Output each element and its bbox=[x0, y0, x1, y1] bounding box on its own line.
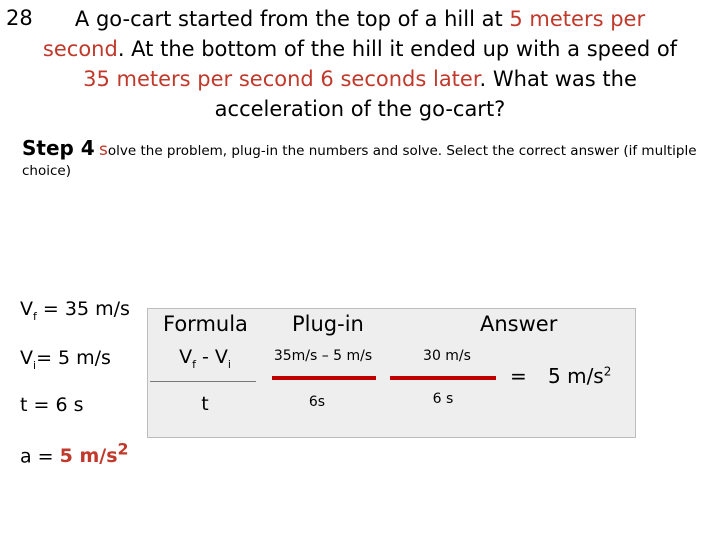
vi-subscript: i bbox=[33, 358, 37, 372]
step-text: olve the problem, plug-in the numbers and solve. Select the correct answer (if multiple choice) bbox=[22, 143, 697, 179]
given-time bbox=[20, 394, 84, 416]
vf-value: = 35 m/s bbox=[42, 298, 130, 320]
given-final-velocity bbox=[20, 298, 130, 323]
answer-header: Answer bbox=[480, 312, 558, 336]
answer-numerator: 30 m/s bbox=[423, 348, 471, 364]
step-first-letter: s bbox=[99, 140, 108, 160]
answer-denominator: 6 s bbox=[432, 391, 454, 407]
plugin-fraction-bar bbox=[272, 376, 376, 380]
step-label: Step 4 bbox=[22, 136, 95, 160]
formula-header: Formula bbox=[163, 312, 248, 336]
equals-sign: = bbox=[510, 364, 527, 388]
answer-fraction-bar bbox=[390, 376, 496, 380]
formula-fraction-line bbox=[150, 381, 256, 382]
formula-numerator bbox=[150, 346, 260, 371]
t-symbol: t = bbox=[20, 394, 50, 416]
formula-vf-sub: f bbox=[192, 357, 196, 371]
vi-value: = 5 m/s bbox=[36, 347, 111, 369]
vf-subscript: f bbox=[33, 309, 37, 323]
a-exponent: 2 bbox=[117, 440, 129, 459]
plugin-numerator: 35m/s – 5 m/s bbox=[273, 348, 373, 364]
a-symbol: a = bbox=[20, 445, 54, 468]
question-highlight: 5 meters per second bbox=[42, 7, 646, 61]
question-text-part: . What was the acceleration of the go-cart? bbox=[214, 67, 637, 121]
a-value: 5 m/s bbox=[59, 445, 118, 468]
plugin-header: Plug-in bbox=[292, 312, 364, 336]
question-text-part: A go-cart started from the top of a hill at bbox=[74, 7, 510, 31]
question-text-part: . At the bottom of the hill it ended up with a speed of bbox=[117, 37, 678, 61]
formula-minus-vi: - V bbox=[195, 346, 228, 368]
question-highlight: 35 meters per second 6 seconds later bbox=[83, 67, 480, 91]
t-value: 6 s bbox=[55, 394, 84, 416]
vf-symbol: V bbox=[20, 298, 33, 320]
formula-denominator: t bbox=[201, 393, 209, 415]
question-number: 28 bbox=[6, 6, 33, 30]
given-initial-velocity bbox=[20, 347, 111, 372]
final-answer-exponent: 2 bbox=[603, 364, 612, 379]
given-acceleration bbox=[20, 440, 129, 467]
plugin-denominator: 6s bbox=[308, 394, 326, 410]
formula-vf: V bbox=[179, 346, 193, 368]
final-answer-value: 5 m/s bbox=[548, 364, 604, 388]
formula-vi-sub: i bbox=[227, 357, 231, 371]
step-instruction bbox=[22, 138, 712, 181]
question-text bbox=[40, 4, 680, 124]
final-answer bbox=[548, 364, 611, 388]
vi-symbol: V bbox=[20, 347, 33, 369]
